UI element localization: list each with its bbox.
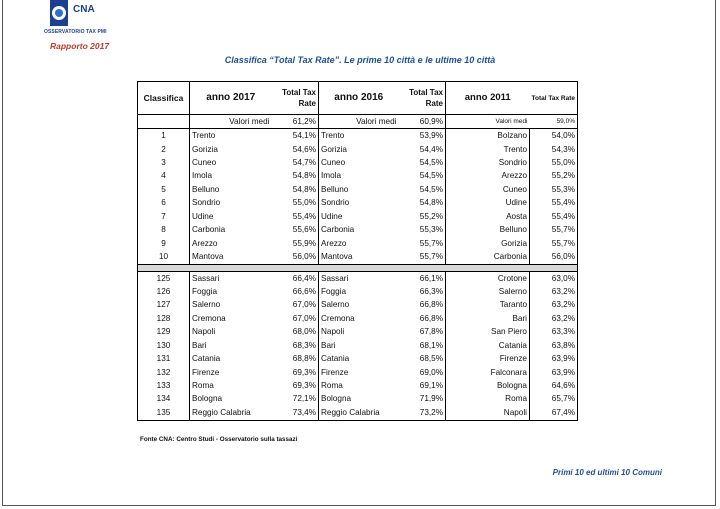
- rate-2016-cell: 71,9%: [399, 393, 446, 406]
- city-2017-cell: Cremona: [192, 313, 226, 323]
- logo-text: OSSERVATORIO TAX PMI: [44, 29, 107, 35]
- rate-2016-cell: 55,7%: [399, 250, 446, 264]
- rank-cell: 126: [138, 285, 190, 298]
- rate-2017-cell: 54,6%: [272, 143, 319, 156]
- city-2016-cell: Mantova: [321, 252, 353, 262]
- rate-2017-cell: 69,3%: [272, 379, 319, 392]
- table-row: [138, 299, 578, 312]
- city-2017-cell: Firenze: [192, 367, 220, 377]
- city-2017-cell: Catania: [192, 354, 221, 364]
- city-2016-cell: Roma: [321, 381, 343, 391]
- rate-2011-cell: 67,4%: [530, 406, 578, 420]
- rate-2011-cell: 63,0%: [530, 271, 578, 285]
- rate-2011-cell: 55,2%: [530, 170, 578, 183]
- separator-cell: [138, 264, 578, 271]
- rate-2016-cell: 54,4%: [399, 143, 446, 156]
- rate-2017-cell: 55,0%: [272, 197, 319, 210]
- averages-label-2011: Valori medi: [446, 115, 530, 129]
- cna-logo: [50, 0, 106, 28]
- rank-cell: 129: [138, 326, 190, 339]
- city-2011-cell: Firenze: [446, 352, 530, 365]
- city-2017-cell: Carbonia: [192, 225, 226, 235]
- city-2017-cell: Arezzo: [192, 238, 218, 248]
- city-2016-cell: Foggia: [321, 286, 347, 296]
- averages-label-2017: Valori medi: [190, 115, 272, 129]
- city-2011-cell: Roma: [446, 393, 530, 406]
- rank-cell: 8: [138, 224, 190, 237]
- rate-2011-cell: 55,4%: [530, 210, 578, 223]
- city-2016-cell: Bari: [321, 340, 336, 350]
- city-2017-cell: Napoli: [192, 327, 216, 337]
- city-2011-cell: Aosta: [446, 210, 530, 223]
- city-2017-cell: Bari: [192, 340, 207, 350]
- table-row: [138, 339, 578, 352]
- rate-2016-cell: 54,8%: [399, 197, 446, 210]
- table-row: [138, 379, 578, 392]
- city-2011-cell: Trento: [446, 143, 530, 156]
- rank-cell: 127: [138, 299, 190, 312]
- city-2016-cell: Bologna: [321, 394, 352, 404]
- city-2016-cell: Reggio Calabria: [319, 406, 399, 420]
- rate-2016-cell: 68,5%: [399, 352, 446, 365]
- table-row: [138, 393, 578, 406]
- city-2011-cell: Bolzano: [446, 129, 530, 143]
- city-2011-cell: Taranto: [446, 299, 530, 312]
- city-2016-cell: Trento: [321, 131, 345, 141]
- rate-2017-cell: 67,0%: [272, 299, 319, 312]
- city-2017-cell: Bologna: [192, 394, 223, 404]
- table-row: [138, 326, 578, 339]
- rate-2011-cell: 63,9%: [530, 352, 578, 365]
- city-2017-cell: Reggio Calabria: [190, 406, 272, 420]
- rate-2011-cell: 54,3%: [530, 143, 578, 156]
- table-row: [138, 129, 578, 143]
- rate-2016-cell: 67,8%: [399, 326, 446, 339]
- table-row: [138, 183, 578, 196]
- rate-2016-cell: 66,3%: [399, 285, 446, 298]
- rate-2016-cell: 55,2%: [399, 210, 446, 223]
- city-2017-cell: Trento: [192, 131, 216, 141]
- city-2017-cell: Foggia: [192, 286, 218, 296]
- city-2017-cell: Belluno: [192, 184, 220, 194]
- bottom-10-rows: [138, 271, 578, 420]
- rank-cell: 1: [138, 129, 190, 143]
- table-row: [138, 143, 578, 156]
- city-2011-cell: Salerno: [446, 285, 530, 298]
- top-10-rows: [138, 129, 578, 264]
- city-2011-cell: Falconara: [446, 366, 530, 379]
- logo-emblem-dot: [55, 9, 63, 17]
- rate-2016-cell: 54,5%: [399, 170, 446, 183]
- rate-2016-cell: 55,3%: [399, 224, 446, 237]
- city-2011-cell: Arezzo: [446, 170, 530, 183]
- city-2016-cell: Salerno: [321, 300, 350, 310]
- rank-cell: 9: [138, 237, 190, 250]
- rate-2017-cell: 54,7%: [272, 156, 319, 169]
- table-row: [138, 366, 578, 379]
- city-2016-cell: Napoli: [321, 327, 345, 337]
- city-2017-cell: Gorizia: [192, 144, 218, 154]
- city-2011-cell: Bari: [446, 312, 530, 325]
- rank-cell: 7: [138, 210, 190, 223]
- rate-2011-cell: 55,4%: [530, 197, 578, 210]
- header-rate-2011: Total Tax Rate: [530, 82, 578, 115]
- city-2016-cell: Imola: [321, 171, 342, 181]
- city-2017-cell: Udine: [192, 211, 214, 221]
- rate-2017-cell: 55,4%: [272, 210, 319, 223]
- rate-2017-cell: 68,8%: [272, 352, 319, 365]
- rate-2011-cell: 55,7%: [530, 237, 578, 250]
- rate-2017-cell: 73,4%: [272, 406, 319, 420]
- rate-2017-cell: 54,1%: [272, 129, 319, 143]
- table-row: [138, 224, 578, 237]
- rate-2017-cell: 54,8%: [272, 183, 319, 196]
- rate-2011-cell: 63,8%: [530, 339, 578, 352]
- city-2011-cell: Catania: [446, 339, 530, 352]
- city-2016-cell: Arezzo: [321, 238, 347, 248]
- table-row: [138, 156, 578, 169]
- rate-2017-cell: 66,6%: [272, 285, 319, 298]
- rank-cell: 132: [138, 366, 190, 379]
- averages-rank-cell: [138, 115, 190, 129]
- city-2011-cell: Bologna: [446, 379, 530, 392]
- city-2016-cell: Catania: [321, 354, 350, 364]
- page-title: Classifica “Total Tax Rate”. Le prime 10 città e le ultime 10 città: [224, 55, 496, 65]
- rate-2017-cell: 72,1%: [272, 393, 319, 406]
- header-year-2017: anno 2017: [190, 82, 272, 115]
- rate-2016-cell: 66,8%: [399, 312, 446, 325]
- rate-2016-cell: 68,1%: [399, 339, 446, 352]
- table-row: [138, 237, 578, 250]
- header-rate-2016: Total Tax Rate: [399, 82, 446, 115]
- rate-2016-cell: 66,1%: [399, 271, 446, 285]
- header-rank: Classifica: [138, 82, 190, 115]
- rate-2016-cell: 54,5%: [399, 183, 446, 196]
- rate-2017-cell: 55,9%: [272, 237, 319, 250]
- city-2016-cell: Sondrio: [321, 198, 350, 208]
- city-2011-cell: Carbonia: [446, 250, 530, 264]
- rate-2011-cell: 55,0%: [530, 156, 578, 169]
- header-rate-2017: Total Tax Rate: [272, 82, 319, 115]
- table-row: [138, 197, 578, 210]
- city-2017-cell: Roma: [192, 381, 214, 391]
- city-2017-cell: Imola: [192, 171, 213, 181]
- rate-2016-cell: 53,9%: [399, 129, 446, 143]
- rank-cell: 2: [138, 143, 190, 156]
- rank-cell: 131: [138, 352, 190, 365]
- rate-2017-cell: 66,4%: [272, 271, 319, 285]
- city-2017-cell: Salerno: [192, 300, 221, 310]
- averages-value-2017: 61,2%: [272, 115, 319, 129]
- rate-2011-cell: 63,2%: [530, 285, 578, 298]
- rate-2011-cell: 63,9%: [530, 366, 578, 379]
- source-note: Fonte CNA: Centro Studi - Osservatorio sulla tassazi: [140, 436, 298, 443]
- city-2017-cell: Cuneo: [192, 158, 217, 168]
- tax-rate-table: [137, 81, 578, 421]
- table-row: [138, 285, 578, 298]
- rank-cell: 10: [138, 250, 190, 264]
- averages-value-2016: 60,9%: [399, 115, 446, 129]
- city-2011-cell: San Piero: [446, 326, 530, 339]
- city-2016-cell: Gorizia: [321, 144, 347, 154]
- rate-2017-cell: 68,3%: [272, 339, 319, 352]
- city-2016-cell: Udine: [321, 211, 343, 221]
- rank-cell: 125: [138, 271, 190, 285]
- rate-2016-cell: 66,8%: [399, 299, 446, 312]
- header-year-2016: anno 2016: [319, 82, 399, 115]
- rate-2016-cell: 69,1%: [399, 379, 446, 392]
- rate-2011-cell: 56,0%: [530, 250, 578, 264]
- table-row: [138, 170, 578, 183]
- rate-2017-cell: 55,6%: [272, 224, 319, 237]
- city-2017-cell: Sassari: [192, 273, 220, 283]
- footer-note: Primi 10 ed ultimi 10 Comuni: [552, 468, 662, 477]
- rate-2011-cell: 55,7%: [530, 224, 578, 237]
- rank-cell: 6: [138, 197, 190, 210]
- city-2017-cell: Mantova: [192, 252, 224, 262]
- header-year-2011: anno 2011: [446, 82, 530, 115]
- city-2011-cell: Udine: [446, 197, 530, 210]
- rate-2017-cell: 56,0%: [272, 250, 319, 264]
- logo-mark-text: CNA: [73, 4, 95, 15]
- city-2011-cell: Belluno: [446, 224, 530, 237]
- rate-2011-cell: 65,7%: [530, 393, 578, 406]
- rate-2011-cell: 64,6%: [530, 379, 578, 392]
- rank-cell: 5: [138, 183, 190, 196]
- city-2016-cell: Cuneo: [321, 158, 346, 168]
- table-row: [138, 250, 578, 264]
- rate-2011-cell: 63,2%: [530, 299, 578, 312]
- city-2011-cell: Sondrio: [446, 156, 530, 169]
- city-2011-cell: Napoli: [446, 406, 530, 420]
- rate-2011-cell: 63,2%: [530, 312, 578, 325]
- rate-2017-cell: 54,8%: [272, 170, 319, 183]
- rate-2016-cell: 55,7%: [399, 237, 446, 250]
- rate-2017-cell: 68,0%: [272, 326, 319, 339]
- averages-row: [138, 115, 578, 129]
- city-2016-cell: Belluno: [321, 184, 349, 194]
- city-2011-cell: Cuneo: [446, 183, 530, 196]
- rate-2011-cell: 55,3%: [530, 183, 578, 196]
- table-row: [138, 312, 578, 325]
- rank-cell: 128: [138, 312, 190, 325]
- city-2016-cell: Sassari: [321, 273, 349, 283]
- table-row: [138, 352, 578, 365]
- rate-2016-cell: 73,2%: [399, 406, 446, 420]
- section-separator: [138, 264, 578, 271]
- rate-2011-cell: 63,3%: [530, 326, 578, 339]
- table-row: [138, 406, 578, 420]
- rate-2016-cell: 69,0%: [399, 366, 446, 379]
- rate-2017-cell: 69,3%: [272, 366, 319, 379]
- city-2011-cell: Gorizia: [446, 237, 530, 250]
- table-row: [138, 210, 578, 223]
- city-2017-cell: Sondrio: [192, 198, 221, 208]
- rank-cell: 4: [138, 170, 190, 183]
- rank-cell: 135: [138, 406, 190, 420]
- rank-cell: 133: [138, 379, 190, 392]
- table-header-row: [138, 82, 578, 115]
- city-2011-cell: Crotone: [446, 271, 530, 285]
- averages-value-2011: 59,0%: [530, 115, 578, 129]
- city-2016-cell: Cremona: [321, 313, 355, 323]
- rank-cell: 134: [138, 393, 190, 406]
- table-row: [138, 271, 578, 285]
- rank-cell: 3: [138, 156, 190, 169]
- rank-cell: 130: [138, 339, 190, 352]
- rate-2016-cell: 54,5%: [399, 156, 446, 169]
- rate-2011-cell: 54,0%: [530, 129, 578, 143]
- report-label: Rapporto 2017: [50, 41, 110, 51]
- rate-2017-cell: 67,0%: [272, 312, 319, 325]
- city-2016-cell: Firenze: [321, 367, 349, 377]
- city-2016-cell: Carbonia: [321, 225, 355, 235]
- averages-label-2016: Valori medi: [319, 115, 399, 129]
